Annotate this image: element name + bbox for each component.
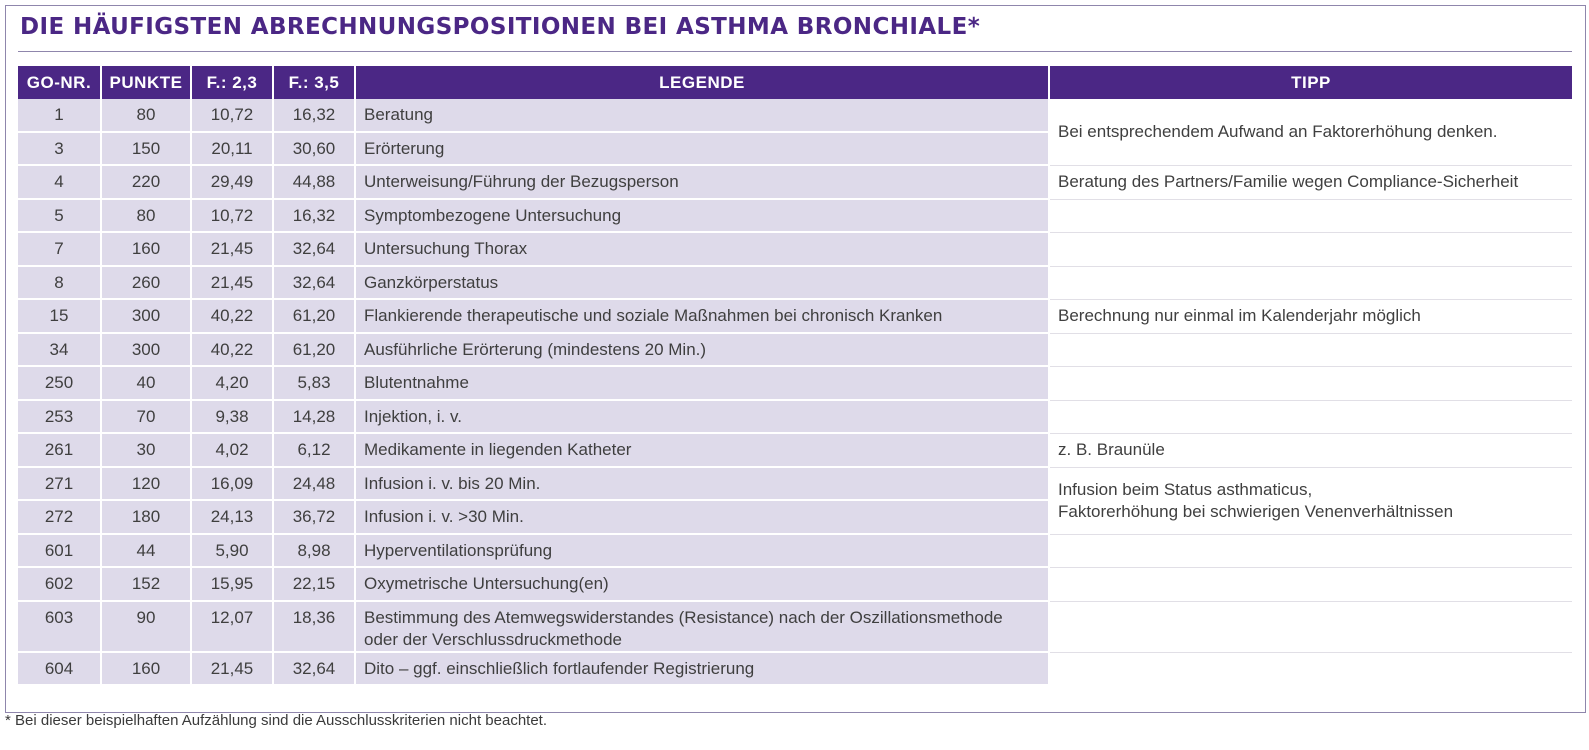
legende-cell: Symptombezogene Untersuchung xyxy=(356,200,1050,234)
legende-cell: Hyperventilationsprüfung xyxy=(356,535,1050,569)
go-nr-cell: 3 xyxy=(18,133,102,167)
go-nr-cell: 604 xyxy=(18,653,102,687)
go-nr-cell: 272 xyxy=(18,501,102,535)
go-nr-cell: 250 xyxy=(18,367,102,401)
header-punkte: PUNKTE xyxy=(102,66,192,99)
f35-cell: 5,83 xyxy=(274,367,356,401)
go-nr-cell: 253 xyxy=(18,401,102,435)
legende-cell: Erörterung xyxy=(356,133,1050,167)
f23-cell: 40,22 xyxy=(192,300,274,334)
legende-cell: Medikamente in liegenden Katheter xyxy=(356,434,1050,468)
f23-cell: 10,72 xyxy=(192,200,274,234)
punkte-cell: 180 xyxy=(102,501,192,535)
f23-cell: 9,38 xyxy=(192,401,274,435)
tipp-line: Faktorerhöhung bei schwierigen Venenverhältnissen xyxy=(1058,501,1454,521)
legende-cell: Flankierende therapeutische und soziale Maßnahmen bei chronisch Kranken xyxy=(356,300,1050,334)
punkte-cell: 30 xyxy=(102,434,192,468)
legende-cell: Untersuchung Thorax xyxy=(356,233,1050,267)
f35-cell: 44,88 xyxy=(274,166,356,200)
tipp-cell: Beratung des Partners/Familie wegen Compliance-Sicherheit xyxy=(1050,166,1572,200)
punkte-cell: 150 xyxy=(102,133,192,167)
f35-cell: 22,15 xyxy=(274,568,356,602)
f35-cell: 30,60 xyxy=(274,133,356,167)
header-f35: F.: 3,5 xyxy=(274,66,356,99)
tipp-cell-empty xyxy=(1050,334,1572,368)
f35-cell: 16,32 xyxy=(274,200,356,234)
go-nr-cell: 271 xyxy=(18,468,102,502)
table-row xyxy=(18,602,1572,653)
f35-cell: 61,20 xyxy=(274,334,356,368)
punkte-cell: 80 xyxy=(102,200,192,234)
go-nr-cell: 603 xyxy=(18,602,102,653)
legende-cell: Blutentnahme xyxy=(356,367,1050,401)
punkte-cell: 300 xyxy=(102,300,192,334)
tipp-cell-empty xyxy=(1050,535,1572,569)
tipp-cell-empty xyxy=(1050,367,1572,401)
table-row xyxy=(18,568,1572,602)
punkte-cell: 44 xyxy=(102,535,192,569)
header-f23: F.: 2,3 xyxy=(192,66,274,99)
go-nr-cell: 5 xyxy=(18,200,102,234)
f23-cell: 29,49 xyxy=(192,166,274,200)
header-legende: LEGENDE xyxy=(356,66,1050,99)
go-nr-cell: 601 xyxy=(18,535,102,569)
table-row xyxy=(18,367,1572,401)
f35-cell: 24,48 xyxy=(274,468,356,502)
tipp-cell xyxy=(1050,468,1572,535)
f23-cell: 21,45 xyxy=(192,653,274,687)
table-row xyxy=(18,267,1572,301)
tipp-cell: Bei entsprechendem Aufwand an Faktorerhöhung denken. xyxy=(1050,99,1572,166)
go-nr-cell: 8 xyxy=(18,267,102,301)
go-nr-cell: 602 xyxy=(18,568,102,602)
tipp-cell-empty xyxy=(1050,602,1572,653)
table-row xyxy=(18,334,1572,368)
table-row xyxy=(18,535,1572,569)
legende-cell: Infusion i. v. bis 20 Min. xyxy=(356,468,1050,502)
punkte-cell: 120 xyxy=(102,468,192,502)
tipp-cell-empty xyxy=(1050,568,1572,602)
table-row xyxy=(18,233,1572,267)
punkte-cell: 300 xyxy=(102,334,192,368)
header-tipp: TIPP xyxy=(1050,66,1572,99)
billing-table xyxy=(18,66,1572,686)
table-header-row xyxy=(18,66,1572,99)
go-nr-cell: 7 xyxy=(18,233,102,267)
tipp-cell-empty xyxy=(1050,653,1572,687)
punkte-cell: 160 xyxy=(102,653,192,687)
punkte-cell: 220 xyxy=(102,166,192,200)
tipp-cell-empty xyxy=(1050,401,1572,435)
go-nr-cell: 4 xyxy=(18,166,102,200)
f35-cell: 36,72 xyxy=(274,501,356,535)
f35-cell: 14,28 xyxy=(274,401,356,435)
f23-cell: 40,22 xyxy=(192,334,274,368)
f23-cell: 4,20 xyxy=(192,367,274,401)
f23-cell: 10,72 xyxy=(192,99,274,133)
tipp-cell-empty xyxy=(1050,267,1572,301)
table-row xyxy=(18,300,1572,334)
go-nr-cell: 15 xyxy=(18,300,102,334)
table-row xyxy=(18,166,1572,200)
tipp-cell: z. B. Braunüle xyxy=(1050,434,1572,468)
punkte-cell: 40 xyxy=(102,367,192,401)
title-divider xyxy=(18,51,1572,52)
f23-cell: 21,45 xyxy=(192,233,274,267)
table-row xyxy=(18,200,1572,234)
go-nr-cell: 1 xyxy=(18,99,102,133)
f23-cell: 15,95 xyxy=(192,568,274,602)
f35-cell: 16,32 xyxy=(274,99,356,133)
f23-cell: 21,45 xyxy=(192,267,274,301)
f35-cell: 32,64 xyxy=(274,267,356,301)
legende-cell: Unterweisung/Führung der Bezugsperson xyxy=(356,166,1050,200)
table-row xyxy=(18,653,1572,687)
go-nr-cell: 261 xyxy=(18,434,102,468)
f23-cell: 20,11 xyxy=(192,133,274,167)
legende-cell: Ausführliche Erörterung (mindestens 20 Min.) xyxy=(356,334,1050,368)
tipp-cell-empty xyxy=(1050,233,1572,267)
f35-cell: 61,20 xyxy=(274,300,356,334)
punkte-cell: 90 xyxy=(102,602,192,653)
f23-cell: 12,07 xyxy=(192,602,274,653)
punkte-cell: 152 xyxy=(102,568,192,602)
legende-cell: Ganzkörperstatus xyxy=(356,267,1050,301)
tipp-cell-empty xyxy=(1050,200,1572,234)
legende-cell: Infusion i. v. >30 Min. xyxy=(356,501,1050,535)
go-nr-cell: 34 xyxy=(18,334,102,368)
tipp-line: Infusion beim Status asthmaticus, xyxy=(1058,479,1313,499)
punkte-cell: 260 xyxy=(102,267,192,301)
punkte-cell: 70 xyxy=(102,401,192,435)
f35-cell: 6,12 xyxy=(274,434,356,468)
punkte-cell: 80 xyxy=(102,99,192,133)
punkte-cell: 160 xyxy=(102,233,192,267)
header-go-nr: GO-NR. xyxy=(18,66,102,99)
legende-cell: Beratung xyxy=(356,99,1050,133)
page-title: DIE HÄUFIGSTEN ABRECHNUNGSPOSITIONEN BEI ASTHMA BRONCHIALE* xyxy=(20,14,981,40)
f35-cell: 8,98 xyxy=(274,535,356,569)
legende-cell: Injektion, i. v. xyxy=(356,401,1050,435)
table-row xyxy=(18,99,1572,133)
tipp-cell: Berechnung nur einmal im Kalenderjahr möglich xyxy=(1050,300,1572,334)
f23-cell: 16,09 xyxy=(192,468,274,502)
footnote: * Bei dieser beispielhaften Aufzählung sind die Ausschlusskriterien nicht beachtet. xyxy=(5,712,547,729)
f23-cell: 5,90 xyxy=(192,535,274,569)
legende-cell: Bestimmung des Atemwegswiderstandes (Resistance) nach der Oszillationsmethode oder der Verschlussdruckmethode xyxy=(356,602,1050,653)
legende-cell: Oxymetrische Untersuchung(en) xyxy=(356,568,1050,602)
f35-cell: 32,64 xyxy=(274,653,356,687)
f35-cell: 18,36 xyxy=(274,602,356,653)
legende-cell: Dito – ggf. einschließlich fortlaufender Registrierung xyxy=(356,653,1050,687)
table-row xyxy=(18,434,1572,468)
table-row xyxy=(18,401,1572,435)
table-row xyxy=(18,468,1572,502)
f35-cell: 32,64 xyxy=(274,233,356,267)
f23-cell: 4,02 xyxy=(192,434,274,468)
f23-cell: 24,13 xyxy=(192,501,274,535)
